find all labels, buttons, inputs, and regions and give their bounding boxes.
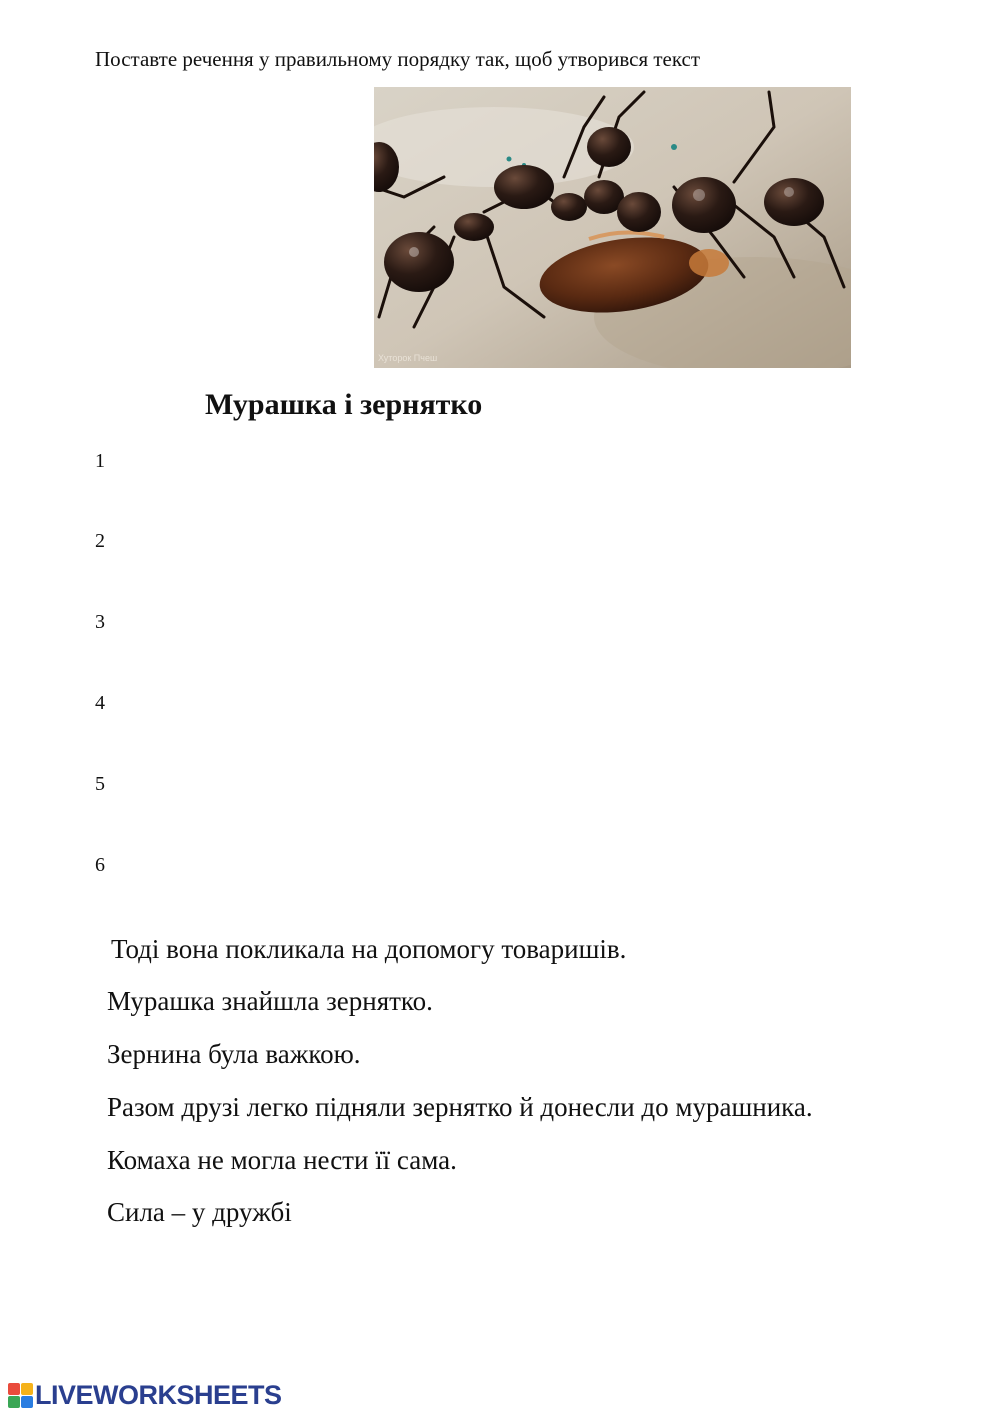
liveworksheets-logo	[8, 1380, 282, 1410]
sentence-item: Комаха не могла нести її сама.	[107, 1145, 457, 1175]
logo-text: LIVEWORKSHEETS	[35, 1379, 282, 1410]
sentence-item: Тоді вона покликала на допомогу товаришів.	[111, 934, 627, 964]
answer-slot-number: 6	[95, 854, 105, 876]
sentence-item: Разом друзі легко підняли зернятко й донесли до мурашника.	[107, 1092, 813, 1122]
sentence-item: Сила – у дружбі	[107, 1197, 292, 1227]
photo-watermark: Хуторок Пчеш	[378, 353, 438, 363]
instruction-text: Поставте речення у правильному порядку так, щоб утворився текст	[95, 47, 701, 71]
answer-slot-number: 5	[95, 773, 105, 795]
ants-carrying-seed-photo	[374, 87, 851, 368]
sentence-item: Зернина була важкою.	[107, 1039, 361, 1069]
worksheet-title: Мурашка і зернятко	[205, 388, 483, 421]
answer-slot-number: 4	[95, 692, 105, 714]
answer-slot-number: 3	[95, 611, 105, 633]
answer-slot-number: 2	[95, 530, 105, 552]
answer-slot-number: 1	[95, 450, 105, 472]
logo-mark-icon	[8, 1383, 33, 1408]
sentence-item: Мурашка знайшла зернятко.	[107, 986, 433, 1016]
